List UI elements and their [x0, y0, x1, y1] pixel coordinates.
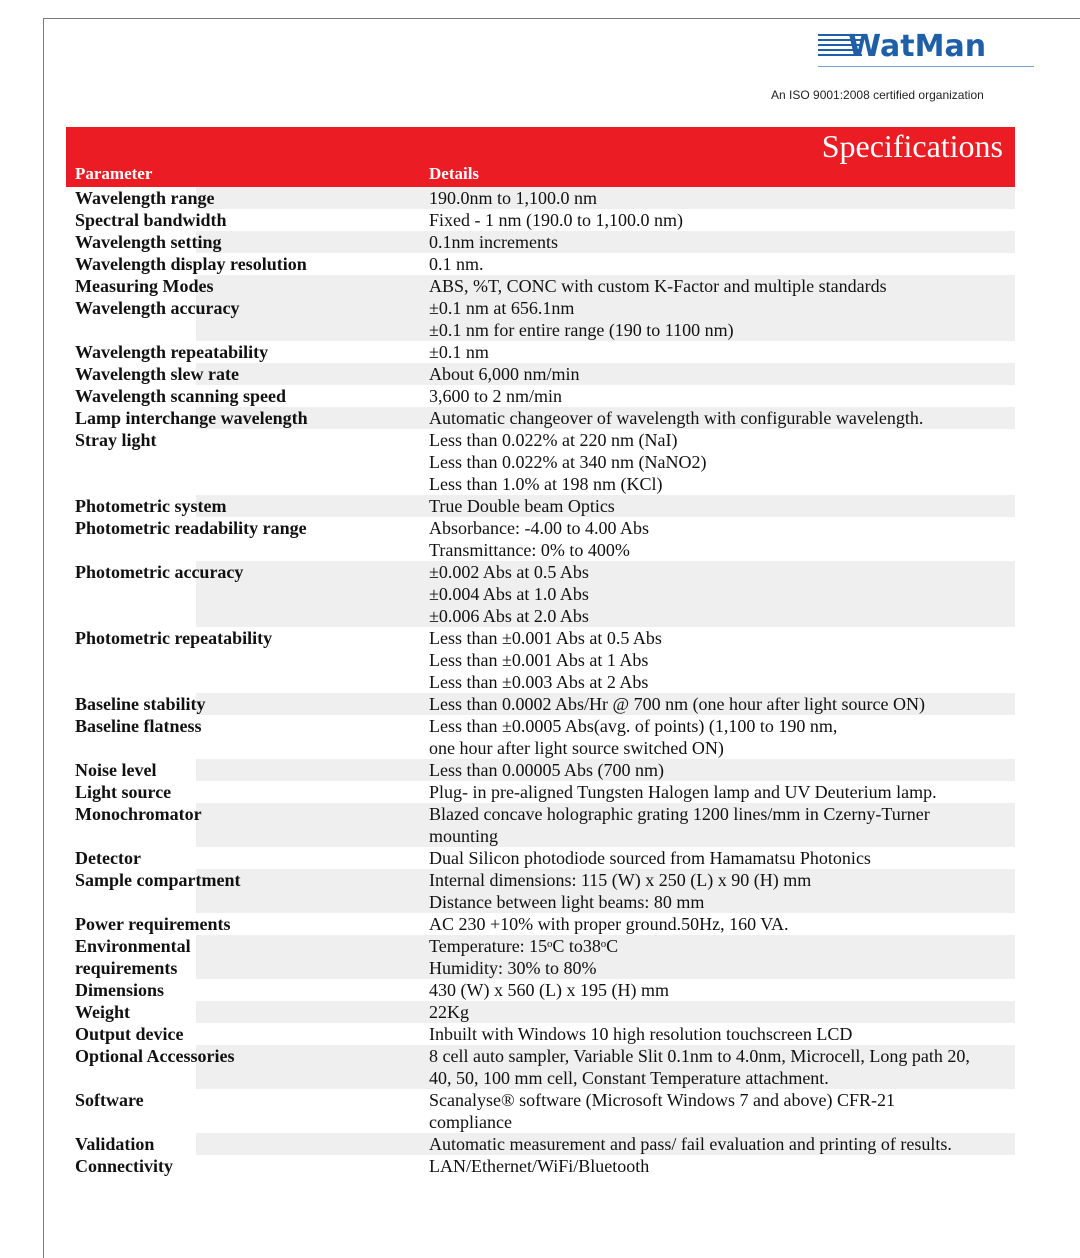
spec-parameter	[66, 627, 420, 693]
details-line: ABS, %T, CONC with custom K-Factor and multiple standards	[429, 276, 887, 296]
spec-details	[420, 781, 1020, 803]
spec-row	[66, 209, 1080, 231]
spec-details	[420, 759, 1020, 781]
parameter-line: Photometric readability range	[75, 518, 307, 538]
column-header-details: Details	[429, 164, 480, 183]
spec-details	[420, 847, 1020, 869]
parameter-line: Baseline stability	[75, 694, 206, 714]
spec-details	[420, 979, 1020, 1001]
spec-row	[66, 1155, 1080, 1177]
spec-row	[66, 1089, 1080, 1133]
spec-row	[66, 297, 1080, 341]
logo-underline	[818, 66, 1034, 67]
spec-details	[420, 407, 1020, 429]
spec-parameter	[66, 935, 420, 979]
details-line: Automatic measurement and pass/ fail evaluation and printing of results.	[429, 1134, 952, 1154]
spec-parameter	[66, 297, 420, 341]
parameter-line: Software	[75, 1090, 144, 1110]
parameter-line: Wavelength slew rate	[75, 364, 239, 384]
spec-row	[66, 913, 1080, 935]
spec-row	[66, 803, 1080, 847]
details-line: one hour after light source switched ON)	[429, 738, 724, 758]
spec-details	[420, 1045, 1020, 1089]
spec-details	[420, 561, 1020, 627]
spec-parameter	[66, 1023, 420, 1045]
parameter-line: Validation	[75, 1134, 155, 1154]
spec-row	[66, 385, 1080, 407]
spec-details	[420, 627, 1020, 693]
details-line: True Double beam Optics	[429, 496, 615, 516]
parameter-line: Wavelength display resolution	[75, 254, 307, 274]
parameter-line: Wavelength setting	[75, 232, 222, 252]
parameter-line: Power requirements	[75, 914, 231, 934]
details-line: Less than ±0.0005 Abs(avg. of points) (1,100 to 190 nm,	[429, 716, 838, 736]
spec-row	[66, 847, 1080, 869]
details-line: Scanalyse® software (Microsoft Windows 7 and above) CFR-21	[429, 1090, 896, 1110]
details-line: AC 230 +10% with proper ground.50Hz, 160 VA.	[429, 914, 789, 934]
details-line: Blazed concave holographic grating 1200 lines/mm in Czerny-Turner	[429, 804, 930, 824]
spec-row	[66, 979, 1080, 1001]
spec-parameter	[66, 275, 420, 297]
details-line: ±0.1 nm at 656.1nm	[429, 298, 575, 318]
spec-row	[66, 1133, 1080, 1155]
parameter-line: Wavelength accuracy	[75, 298, 240, 318]
spec-details	[420, 253, 1020, 275]
parameter-line: Wavelength scanning speed	[75, 386, 287, 406]
parameter-line: Dimensions	[75, 980, 165, 1000]
details-line: 190.0nm to 1,100.0 nm	[429, 188, 598, 208]
spec-details	[420, 913, 1020, 935]
specifications-banner	[66, 127, 1015, 188]
spec-parameter	[66, 231, 420, 253]
spec-row	[66, 1001, 1080, 1023]
details-line: ±0.1 nm for entire range (190 to 1100 nm)	[429, 320, 734, 340]
spec-row	[66, 517, 1080, 561]
spec-details	[420, 1155, 1020, 1177]
details-line: ±0.006 Abs at 2.0 Abs	[429, 606, 589, 626]
details-line: Inbuilt with Windows 10 high resolution touchscreen LCD	[429, 1024, 853, 1044]
parameter-line: Wavelength range	[75, 188, 215, 208]
spec-row	[66, 935, 1080, 979]
spec-parameter	[66, 847, 420, 869]
spec-details	[420, 385, 1020, 407]
details-line: 40, 50, 100 mm cell, Constant Temperature attachment.	[429, 1068, 829, 1088]
spec-details	[420, 341, 1020, 363]
spec-row	[66, 253, 1080, 275]
details-line: ±0.1 nm	[429, 342, 489, 362]
spec-parameter	[66, 1155, 420, 1177]
parameter-line: Measuring Modes	[75, 276, 214, 296]
details-line: Dual Silicon photodiode sourced from Hamamatsu Photonics	[429, 848, 871, 868]
spec-row	[66, 407, 1080, 429]
spec-row	[66, 759, 1080, 781]
spec-parameter	[66, 209, 420, 231]
details-line: About 6,000 nm/min	[429, 364, 580, 384]
spec-details	[420, 275, 1020, 297]
spec-details	[420, 187, 1020, 209]
parameter-line: Baseline flatness	[75, 716, 202, 736]
details-line: Temperature: 15ᵒC to38ᵒC	[429, 936, 619, 956]
parameter-line: Sample compartment	[75, 870, 241, 890]
spec-details	[420, 1001, 1020, 1023]
spec-parameter	[66, 253, 420, 275]
spec-parameter	[66, 781, 420, 803]
spec-parameter	[66, 979, 420, 1001]
details-line: Humidity: 30% to 80%	[429, 958, 597, 978]
spec-details	[420, 803, 1020, 847]
spec-row	[66, 715, 1080, 759]
details-line: compliance	[429, 1112, 512, 1132]
details-line: mounting	[429, 826, 499, 846]
details-line: Distance between light beams: 80 mm	[429, 892, 705, 912]
parameter-line: Output device	[75, 1024, 184, 1044]
spec-parameter	[66, 187, 420, 209]
spec-parameter	[66, 759, 420, 781]
parameter-line: requirements	[75, 958, 178, 978]
spec-parameter	[66, 429, 420, 495]
spec-details	[420, 1089, 1020, 1133]
watman-logo	[818, 26, 1032, 66]
details-line: Plug- in pre-aligned Tungsten Halogen lamp and UV Deuterium lamp.	[429, 782, 937, 802]
spec-parameter	[66, 869, 420, 913]
spec-row	[66, 363, 1080, 385]
spec-row	[66, 275, 1080, 297]
spec-row	[66, 1023, 1080, 1045]
parameter-line: Noise level	[75, 760, 157, 780]
svg-text:WatMan: WatMan	[848, 29, 987, 64]
spec-parameter	[66, 385, 420, 407]
parameter-line: Spectral bandwidth	[75, 210, 227, 230]
details-line: 430 (W) x 560 (L) x 195 (H) mm	[429, 980, 669, 1000]
spec-row	[66, 429, 1080, 495]
details-line: 0.1 nm.	[429, 254, 484, 274]
details-line: ±0.004 Abs at 1.0 Abs	[429, 584, 589, 604]
spec-parameter	[66, 407, 420, 429]
spec-row	[66, 187, 1080, 209]
parameter-line: Stray light	[75, 430, 157, 450]
parameter-line: Lamp interchange wavelength	[75, 408, 308, 428]
details-line: Less than ±0.001 Abs at 1 Abs	[429, 650, 649, 670]
iso-certification-text: An ISO 9001:2008 certified organization	[771, 88, 984, 102]
details-line: Less than 1.0% at 198 nm (KCl)	[429, 474, 663, 494]
details-line: Less than 0.00005 Abs (700 nm)	[429, 760, 664, 780]
spec-details	[420, 495, 1020, 517]
details-line: Automatic changeover of wavelength with configurable wavelength.	[429, 408, 924, 428]
spec-parameter	[66, 715, 420, 759]
details-line: ±0.002 Abs at 0.5 Abs	[429, 562, 589, 582]
column-header-parameter: Parameter	[75, 164, 153, 183]
spec-details	[420, 209, 1020, 231]
spec-details	[420, 935, 1020, 979]
spec-parameter	[66, 363, 420, 385]
parameter-line: Photometric system	[75, 496, 227, 516]
details-line: Fixed - 1 nm (190.0 to 1,100.0 nm)	[429, 210, 683, 230]
spec-row	[66, 495, 1080, 517]
spec-details	[420, 297, 1020, 341]
parameter-line: Light source	[75, 782, 172, 802]
spec-details	[420, 363, 1020, 385]
parameter-line: Environmental	[75, 936, 191, 956]
parameter-line: Monochromator	[75, 804, 202, 824]
specifications-table	[66, 187, 1080, 1177]
details-line: Less than 0.0002 Abs/Hr @ 700 nm (one hour after light source ON)	[429, 694, 925, 714]
spec-row	[66, 781, 1080, 803]
spec-details	[420, 1133, 1020, 1155]
details-line: Less than ±0.003 Abs at 2 Abs	[429, 672, 649, 692]
parameter-line: Optional Accessories	[75, 1046, 235, 1066]
spec-parameter	[66, 1045, 420, 1089]
details-line: Less than 0.022% at 340 nm (NaNO2)	[429, 452, 707, 472]
details-line: 22Kg	[429, 1002, 469, 1022]
parameter-line: Wavelength repeatability	[75, 342, 269, 362]
spec-details	[420, 693, 1020, 715]
details-line: 8 cell auto sampler, Variable Slit 0.1nm to 4.0nm, Microcell, Long path 20,	[429, 1046, 970, 1066]
spec-details	[420, 1023, 1020, 1045]
spec-details	[420, 715, 1020, 759]
details-line: LAN/Ethernet/WiFi/Bluetooth	[429, 1156, 650, 1176]
spec-parameter	[66, 495, 420, 517]
details-line: Less than ±0.001 Abs at 0.5 Abs	[429, 628, 662, 648]
spec-details	[420, 231, 1020, 253]
banner-title: Specifications	[821, 128, 1003, 164]
spec-row	[66, 561, 1080, 627]
spec-row	[66, 341, 1080, 363]
details-line: 3,600 to 2 nm/min	[429, 386, 563, 406]
spec-row	[66, 1045, 1080, 1089]
details-line: 0.1nm increments	[429, 232, 558, 252]
details-line: Internal dimensions: 115 (W) x 250 (L) x 90 (H) mm	[429, 870, 812, 890]
details-line: Less than 0.022% at 220 nm (NaI)	[429, 430, 678, 450]
spec-row	[66, 231, 1080, 253]
parameter-line: Detector	[75, 848, 141, 868]
spec-parameter	[66, 517, 420, 561]
spec-row	[66, 869, 1080, 913]
spec-parameter	[66, 1133, 420, 1155]
spec-details	[420, 869, 1020, 913]
spec-parameter	[66, 693, 420, 715]
details-line: Transmittance: 0% to 400%	[429, 540, 630, 560]
spec-parameter	[66, 1089, 420, 1133]
spec-row	[66, 627, 1080, 693]
parameter-line: Photometric accuracy	[75, 562, 244, 582]
spec-parameter	[66, 561, 420, 627]
parameter-line: Photometric repeatability	[75, 628, 273, 648]
spec-details	[420, 517, 1020, 561]
spec-parameter	[66, 1001, 420, 1023]
spec-parameter	[66, 341, 420, 363]
spec-parameter	[66, 803, 420, 847]
spec-details	[420, 429, 1020, 495]
spec-parameter	[66, 913, 420, 935]
details-line: Absorbance: -4.00 to 4.00 Abs	[429, 518, 649, 538]
parameter-line: Connectivity	[75, 1156, 173, 1176]
parameter-line: Weight	[75, 1002, 131, 1022]
spec-row	[66, 693, 1080, 715]
